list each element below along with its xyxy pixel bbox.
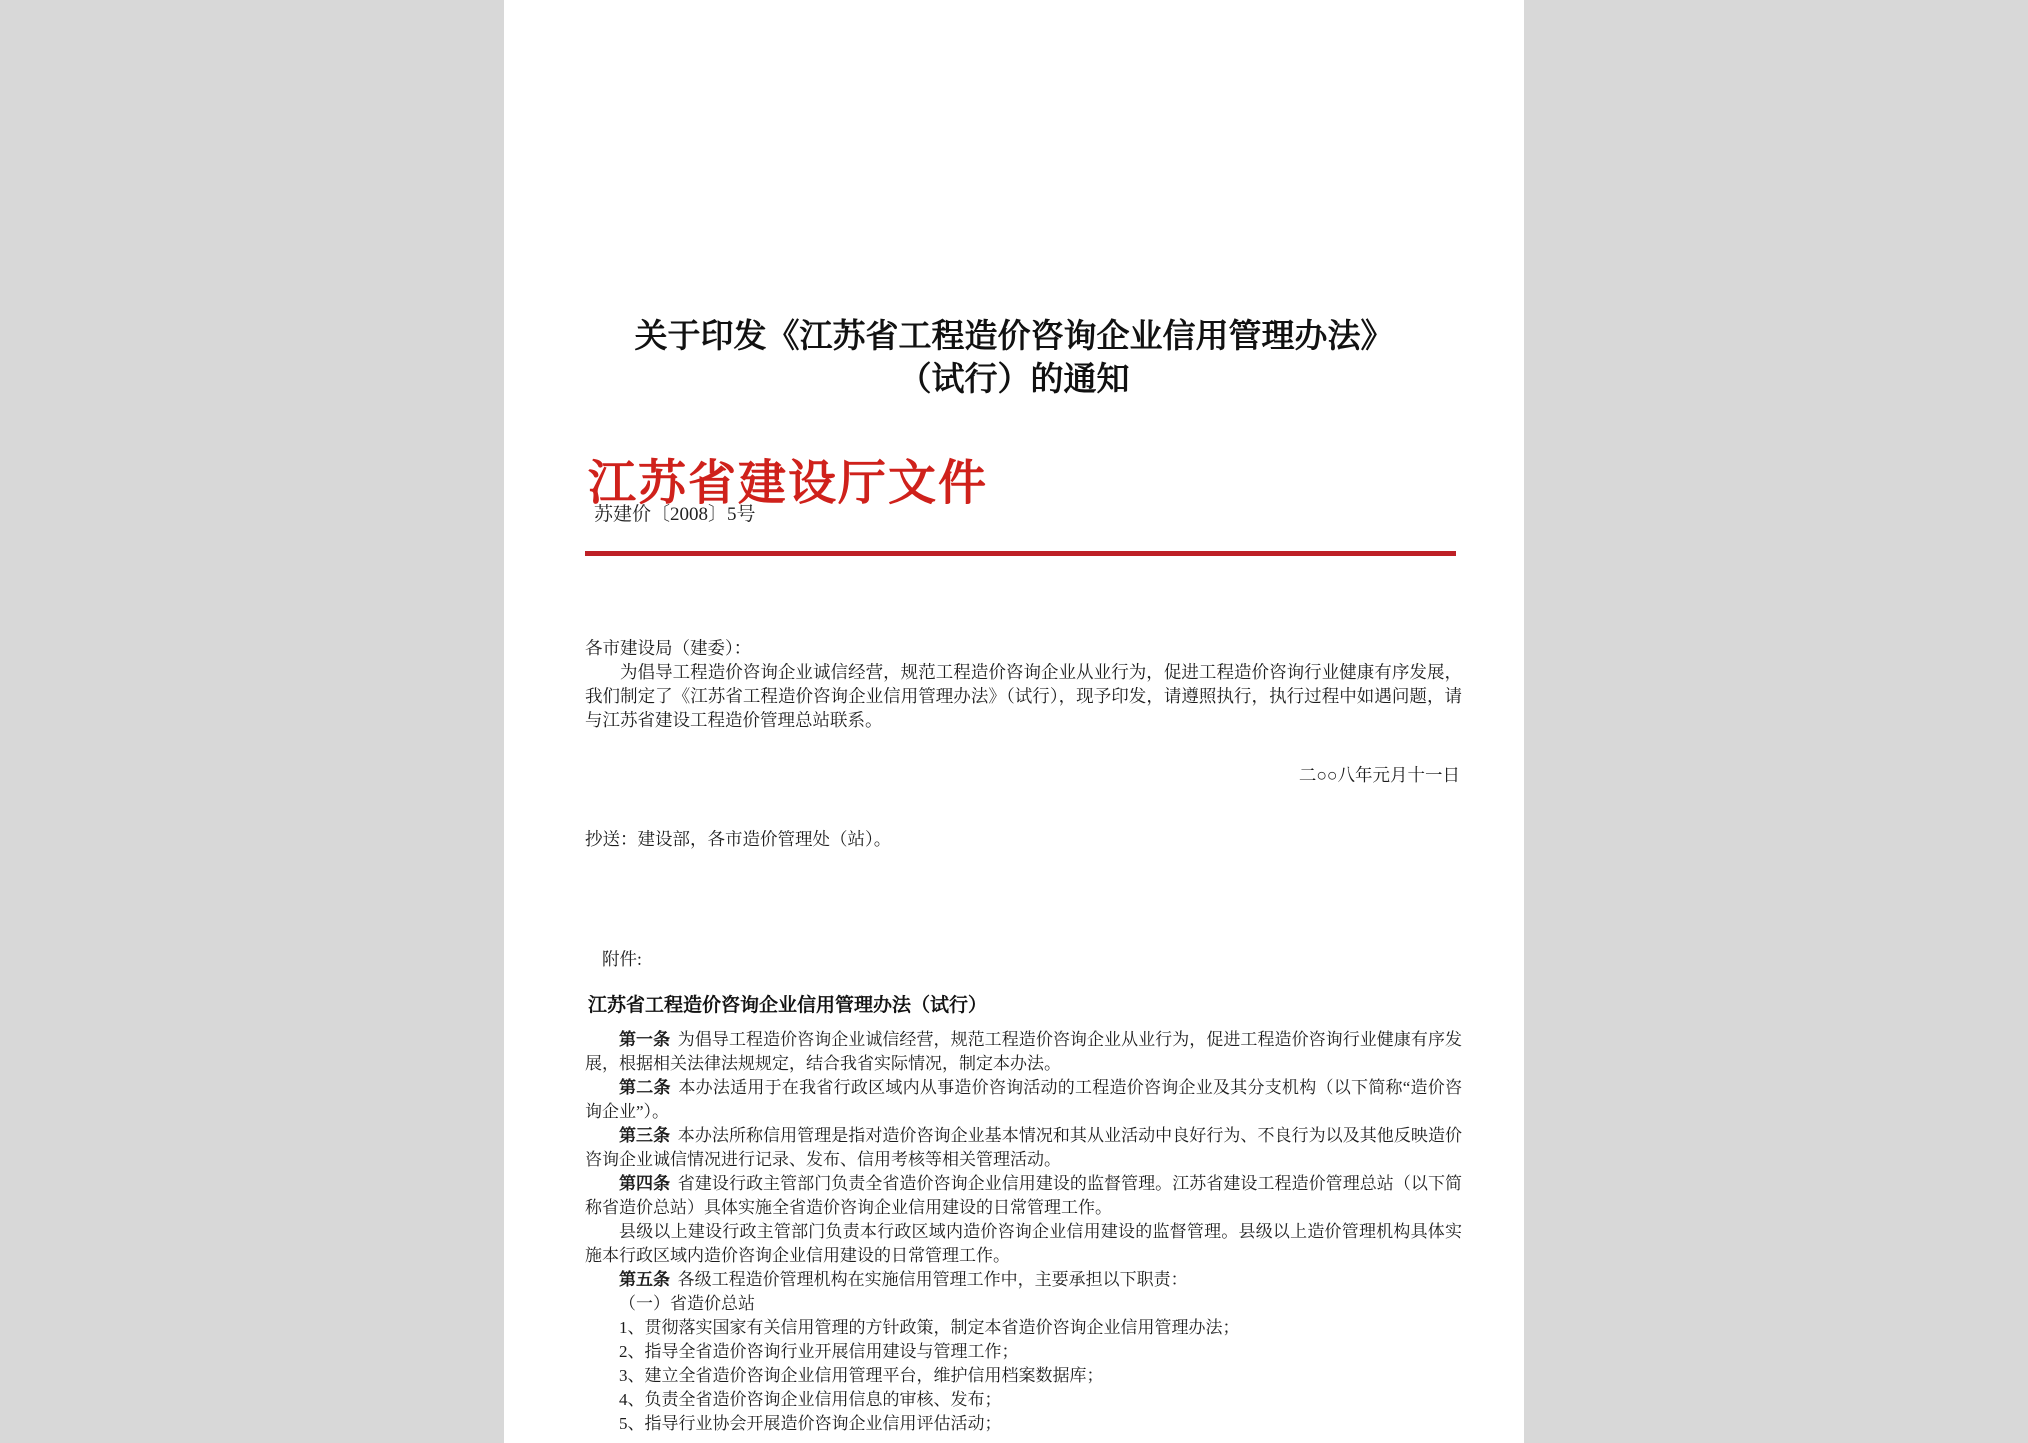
notice-title-line2: （试行）的通知	[898, 362, 1130, 398]
article-paragraph	[585, 1124, 1462, 1172]
article-label: 第二条	[619, 1078, 671, 1097]
article-text: 4、负责全省造价咨询企业信用信息的审核、发布；	[619, 1390, 1002, 1409]
article-text: 1、贯彻落实国家有关信用管理的方针政策，制定本省造价咨询企业信用管理办法；	[619, 1318, 1240, 1337]
article-paragraph	[585, 1076, 1462, 1124]
article-text: 各级工程造价管理机构在实施信用管理工作中，主要承担以下职责：	[677, 1270, 1188, 1289]
article-paragraph	[585, 1220, 1462, 1268]
article-paragraph	[585, 1316, 1462, 1340]
article-paragraph	[585, 1340, 1462, 1364]
document-page	[504, 0, 1524, 1443]
article-paragraph	[585, 1292, 1462, 1316]
article-text: 省建设行政主管部门负责全省造价咨询企业信用建设的监督管理。江苏省建设工程造价管理总站（以下简称省造价总站）具体实施全省造价咨询企业信用建设的日常管理工作。	[585, 1174, 1463, 1217]
article-text: 5、指导行业协会开展造价咨询企业信用评估活动；	[619, 1414, 1002, 1433]
article-text: 3、建立全省造价咨询企业信用管理平台，维护信用档案数据库；	[619, 1366, 1104, 1385]
article-label: 第四条	[619, 1174, 671, 1193]
article-text: （一）省造价总站	[619, 1294, 755, 1313]
article-label: 第一条	[619, 1030, 671, 1049]
cc-line: 抄送：建设部，各市造价管理处（站）。	[585, 829, 892, 849]
notice-body-paragraph: 为倡导工程造价咨询企业诚信经营，规范工程造价咨询企业从业行为，促进工程造价咨询行业健康有序发展，我们制定了《江苏省工程造价咨询企业信用管理办法》（试行），现予印发，请遵照执行，执行过程中如遇问题，请与江苏省建设工程造价管理总站联系。	[585, 662, 1462, 730]
article-text: 本办法所称信用管理是指对造价咨询企业基本情况和其从业活动中良好行为、不良行为以及其他反映造价咨询企业诚信情况进行记录、发布、信用考核等相关管理活动。	[585, 1126, 1463, 1169]
article-paragraph	[585, 1268, 1462, 1292]
article-text: 本办法适用于在我省行政区域内从事造价咨询活动的工程造价咨询企业及其分支机构（以下简称“造价咨询企业”）。	[585, 1078, 1463, 1121]
notice-greeting-block	[585, 636, 1462, 732]
article-paragraph	[585, 1028, 1462, 1076]
notice-title	[504, 316, 1524, 402]
article-paragraph	[585, 1388, 1462, 1412]
article-text: 县级以上建设行政主管部门负责本行政区域内造价咨询企业信用建设的监督管理。县级以上造价管理机构具体实施本行政区域内造价咨询企业信用建设的日常管理工作。	[585, 1222, 1462, 1265]
document-number: 苏建价〔2008〕5号	[594, 504, 756, 525]
agency-banner: 江苏省建设厅文件	[588, 457, 989, 510]
issue-date: 二○○八年元月十一日	[1298, 765, 1460, 785]
red-divider	[585, 551, 1456, 556]
article-paragraph	[585, 1172, 1462, 1220]
article-paragraph	[585, 1412, 1462, 1436]
attachment-title: 江苏省工程造价咨询企业信用管理办法（试行）	[588, 995, 988, 1016]
article-label: 第五条	[619, 1270, 670, 1289]
attachment-label: 附件:	[602, 949, 642, 969]
article-paragraph	[585, 1364, 1462, 1388]
article-label: 第三条	[619, 1126, 671, 1145]
attachment-articles	[585, 1028, 1462, 1436]
article-text: 为倡导工程造价咨询企业诚信经营，规范工程造价咨询企业从业行为，促进工程造价咨询行业健康有序发展，根据相关法律法规规定，结合我省实际情况，制定本办法。	[585, 1030, 1463, 1073]
notice-title-line1: 关于印发《江苏省工程造价咨询企业信用管理办法》	[634, 319, 1394, 355]
article-text: 2、指导全省造价咨询行业开展信用建设与管理工作；	[619, 1342, 1019, 1361]
salutation: 各市建设局（建委）：	[585, 638, 752, 658]
